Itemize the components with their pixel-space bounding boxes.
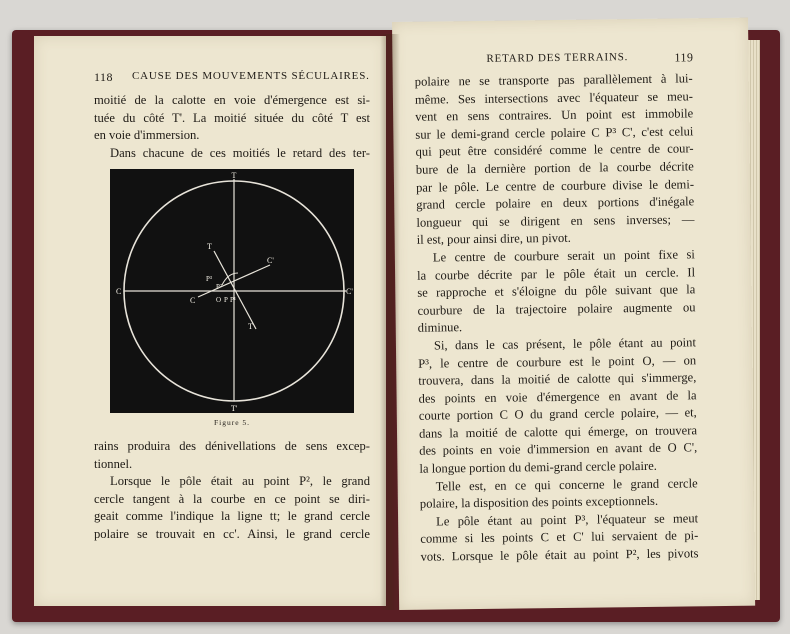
text-line: diminue. [417,320,463,336]
text-line: longueur qui se dirigent en sens inverses; — [416,212,695,230]
text-line: la longue portion du demi-grand cercle polaire. [419,458,657,476]
text-line: rains produira des dénivellations de sens excep- [94,439,370,453]
label-T-inner: T [207,242,212,251]
left-running-head: CAUSE DES MOUVEMENTS SÉCULAIRES. [132,70,370,82]
text-line: en voie d'immersion. [94,128,200,143]
label-O: O [216,296,222,304]
text-line: il est, pour ainsi dire, un pivot. [416,231,572,248]
text-line: polaire se trouvait en cc'. Ainsi, le grand cercle [94,526,370,541]
text-line: Telle est, en ce qui concerne le grand cercle [435,475,698,494]
text-line: courbure de la trajectoire polaire augmente ou [417,300,696,318]
text-line: des points en voie d'immersion en avant de O C', [419,440,698,459]
right-text [415,70,699,566]
text-line: se rapproche et s'éloigne du pôle suivant que la [417,282,696,300]
text-line: tuée du côté T'. La moitié située du côté T est [94,110,370,125]
text-line: même. Ses intersections avec l'équateur se meu- [414,88,694,107]
text-line: par le pôle. Le centre de courbure divise le demi- [415,176,695,195]
text-line: Dans chacune de ces moitiés le retard des ter- [110,145,370,160]
text-line: qui peut être considéré comme le centre de cour- [415,141,694,160]
left-page-number: 118 [94,70,114,84]
text-line: vots. Lorsque le pôle était au point P², les pivots [420,546,699,564]
text-line: cercle tangent à la courbe en ce point se diri- [94,491,370,506]
text-line: bure de la dernière portion de la courbe décrite [415,159,694,177]
text-line: geait comme l'indique la ligne tt; le grand cercle [94,509,370,524]
right-page-number: 119 [674,50,694,65]
text-line: trouvera, dans la moitié de calotte qui s'immerge, [418,370,697,388]
text-line: Si, dans le cas présent, le pôle étant au point [433,335,697,353]
label-P2: P² [216,283,222,291]
figure-5-diagram [110,169,354,413]
left-page-header [34,70,386,86]
right-page [392,18,755,610]
label-P3: P³ [206,275,212,283]
text-line: P³, le centre de courbure est le point O, — on [418,352,697,371]
text-line: grand cercle polaire en deux portions d'inégale [416,194,695,212]
label-P1: P¹ [230,296,236,304]
text-line: des points en voie d'émergence en avant de la [418,387,697,406]
label-T-top: T [231,171,237,180]
book-gutter [380,34,400,610]
left-text-bottom [94,438,370,544]
left-text-top [94,92,370,162]
text-line: courte portion C O du grand cercle polaire, — et, [418,405,697,423]
text-line: polaire ne se transporte pas parallèlement à lui- [414,71,693,89]
text-line: dans la moitié de calotte qui émerge, on trouvera [418,423,698,441]
text-line: comme si les points C et C' lui servaient de pi- [420,528,699,547]
text-line: polaire, la disposition des points exceptionnels. [419,494,659,511]
text-line: moitié de la calotte en voie d'émergence est si- [94,93,370,107]
text-line: Le centre de courbure serait un point fixe si [432,247,695,265]
label-P: P [224,296,228,304]
text-line: tionnel. [94,456,133,471]
text-line: Le pôle étant au point P³, l'équateur se meut [436,511,699,529]
left-page [34,36,386,606]
label-C-inner-right: C' [267,256,274,265]
label-T-inner-bottom: T [248,322,253,331]
text-line: la courbe décrite par le pôle était un cercle. Il [417,264,696,283]
right-page-header [392,50,748,70]
label-C-inner-left: C [190,296,196,305]
text-line: Lorsque le pôle était au point P², le grand [110,474,370,489]
text-line: vent en sens contraires. Un point est immobile [415,106,694,124]
label-C-right: C' [346,287,353,296]
figure-5 [110,169,354,413]
label-T-bottom: T' [230,404,238,413]
right-running-head: RETARD DES TERRAINS. [486,51,629,65]
figure-caption: Figure 5. [213,418,251,427]
text-line: sur le demi-grand cercle polaire C P³ C', c'est celui [415,124,694,142]
label-C-left: C [116,287,122,296]
